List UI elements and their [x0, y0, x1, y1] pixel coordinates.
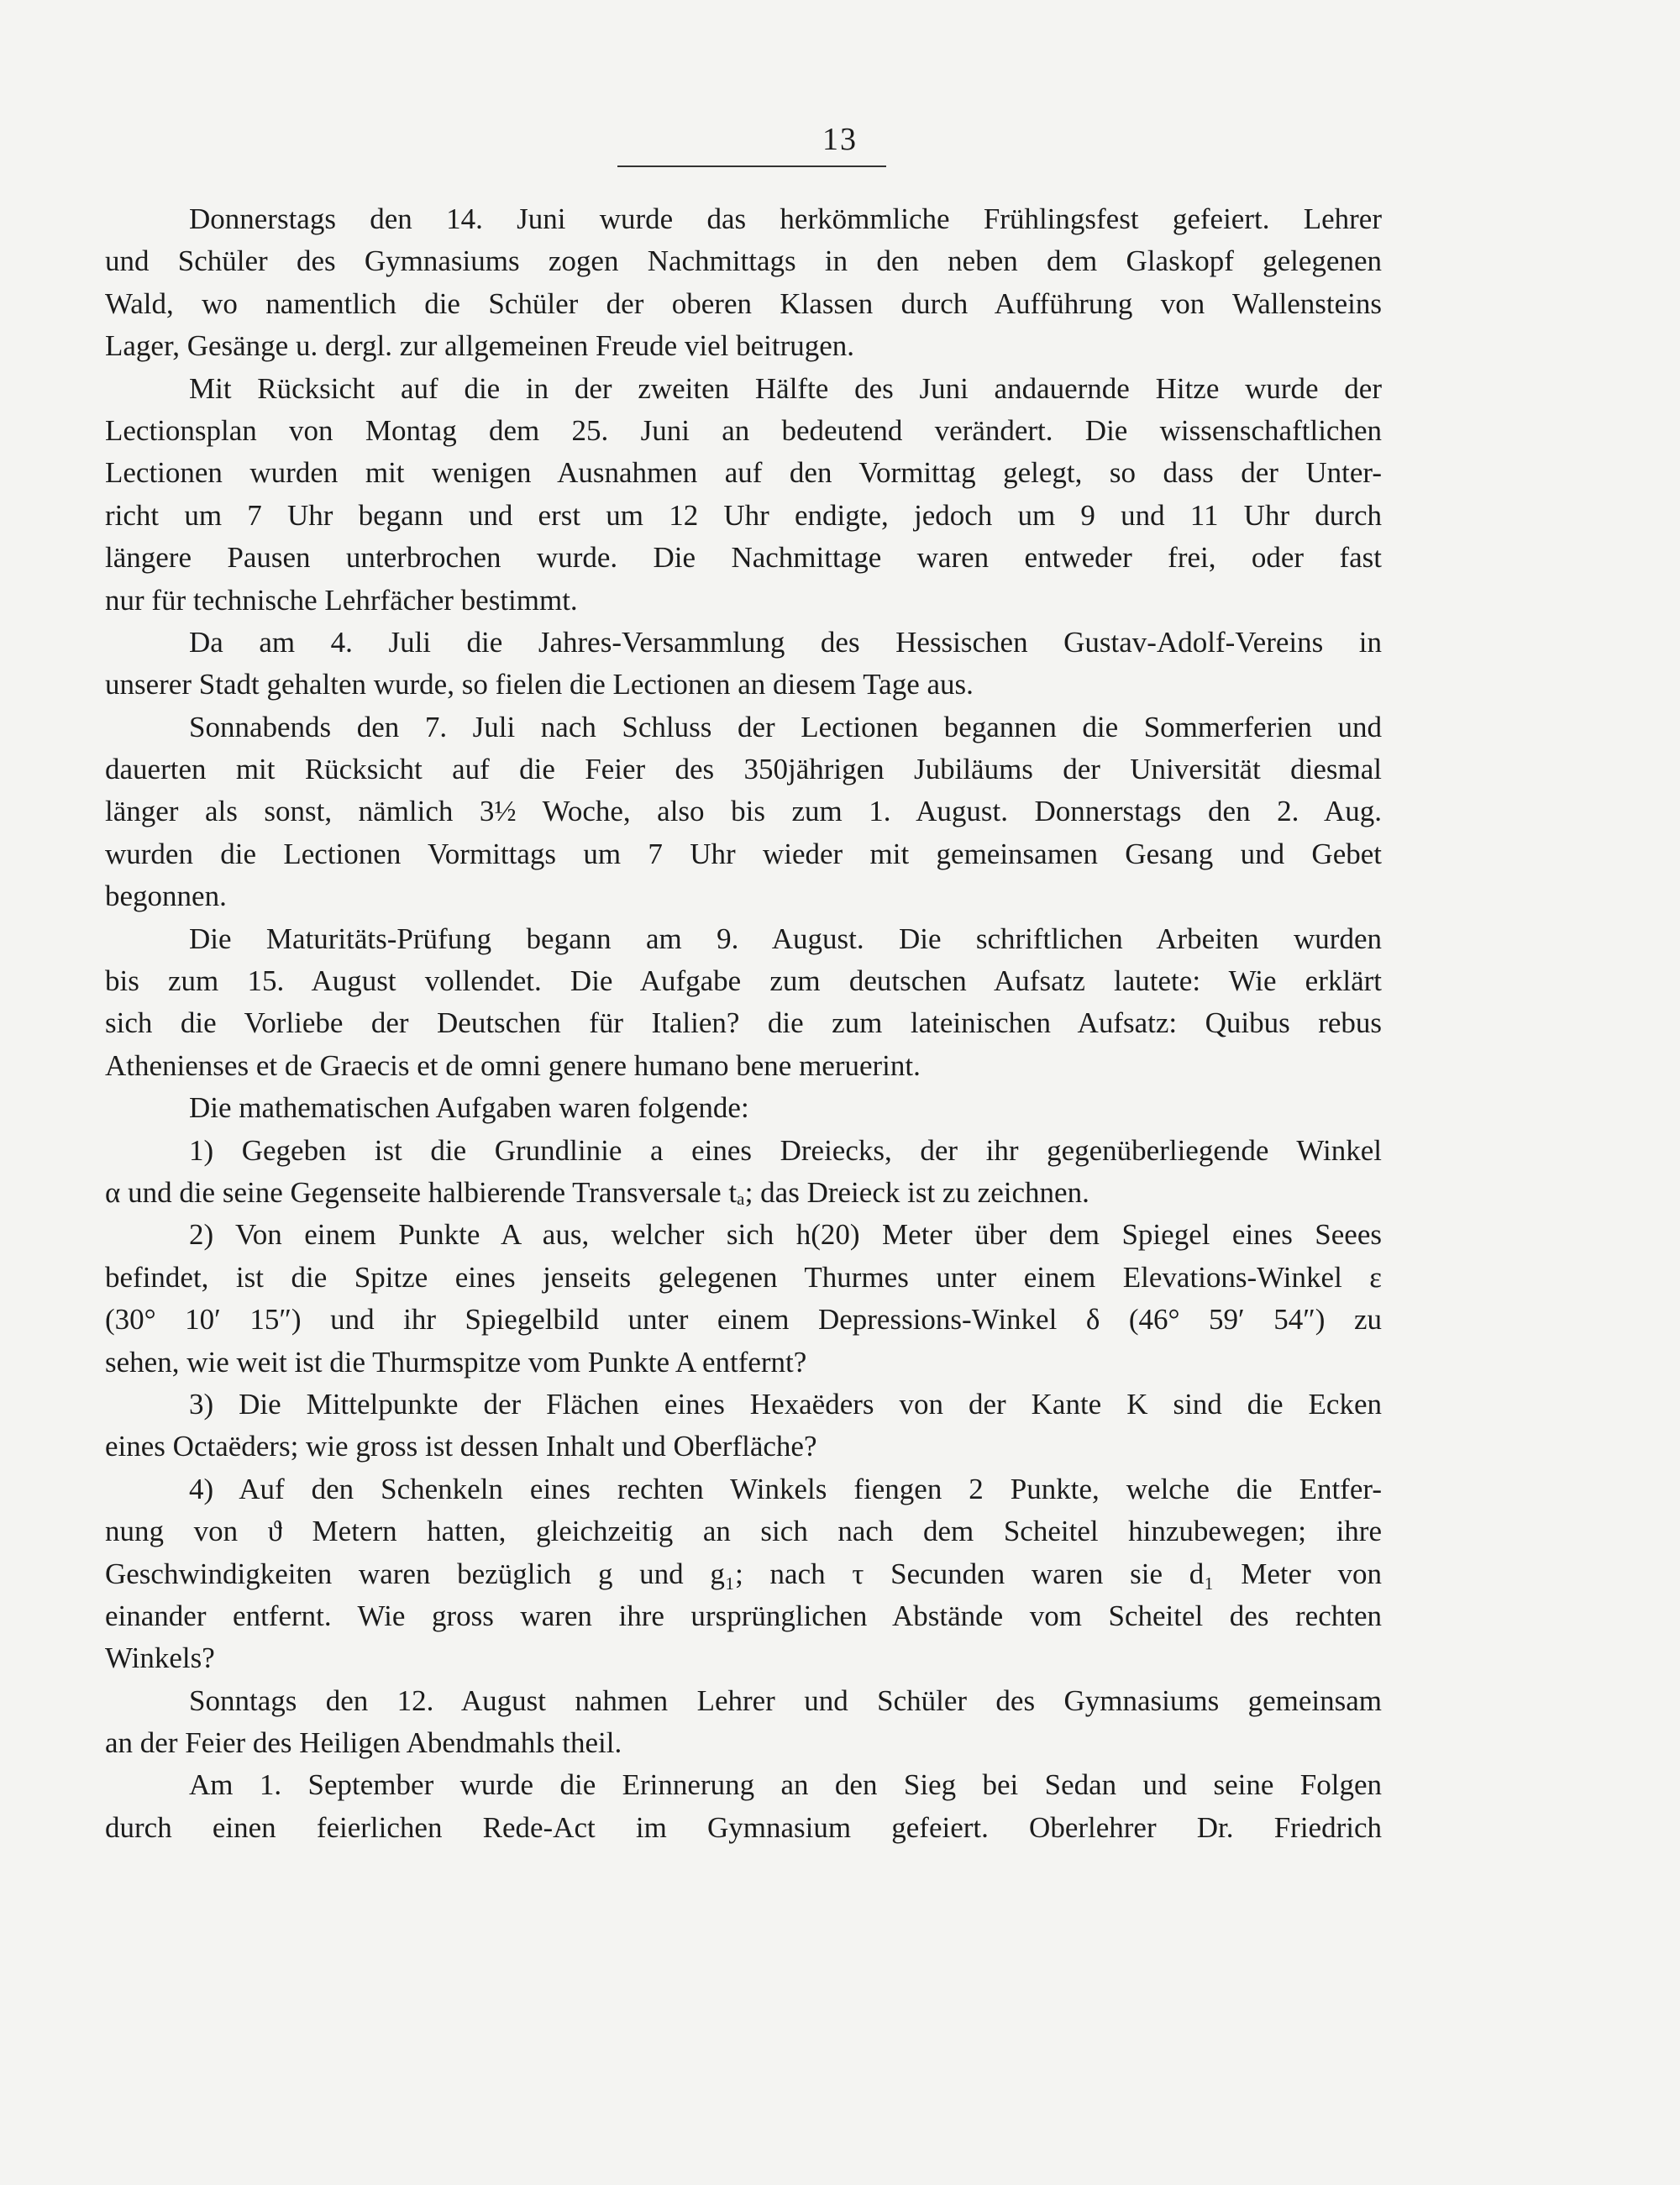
text-line: Die mathematischen Aufgaben waren folgende:: [189, 1091, 749, 1125]
text-line: befindet, ist die Spitze eines jenseits gelegenen Thurmes unter einem Elevations-Winkel ε: [105, 1260, 1382, 1294]
text-line: begonnen.: [105, 880, 227, 913]
text-line: Wald, wo namentlich die Schüler der oberen Klassen durch Aufführung von Wallensteins: [105, 286, 1382, 320]
text-line: an der Feier des Heiligen Abendmahls theil.: [105, 1726, 622, 1760]
text-line: Geschwindigkeiten waren bezüglich g und g₁; nach τ Secunden waren sie d₁ Meter von: [105, 1557, 1382, 1590]
text-line: Athenienses et de Graecis et de omni genere humano bene meruerint.: [105, 1048, 921, 1082]
text-line: sehen, wie weit ist die Thurmspitze vom Punkte A entfernt?: [105, 1345, 807, 1379]
header-rule: [617, 165, 886, 167]
text-line: und Schüler des Gymnasiums zogen Nachmittags in den neben dem Glaskopf gelegenen: [105, 244, 1382, 278]
text-line: längere Pausen unterbrochen wurde. Die Nachmittage waren entweder frei, oder fast: [105, 541, 1382, 575]
text-line: Am 1. September wurde die Erinnerung an den Sieg bei Sedan und seine Folgen: [189, 1768, 1382, 1802]
text-line: Lager, Gesänge u. dergl. zur allgemeinen Freude viel beitrugen.: [105, 329, 855, 363]
text-line: durch einen feierlichen Rede-Act im Gymnasium gefeiert. Oberlehrer Dr. Friedrich: [105, 1810, 1382, 1844]
text-line: dauerten mit Rücksicht auf die Feier des 350jährigen Jubiläums der Universität diesmal: [105, 753, 1382, 786]
text-line: (30° 10′ 15″) und ihr Spiegelbild unter einem Depressions-Winkel δ (46° 59′ 54″) zu: [105, 1303, 1382, 1337]
text-line: 4) Auf den Schenkeln eines rechten Winkels fiengen 2 Punkte, welche die Entfer-: [189, 1472, 1382, 1505]
text-line: Die Maturitäts-Prüfung begann am 9. August. Die schriftlichen Arbeiten wurden: [189, 922, 1382, 955]
text-line: 1) Gegeben ist die Grundlinie a eines Dreiecks, der ihr gegenüberliegende Winkel: [189, 1133, 1382, 1167]
text-line: richt um 7 Uhr begann und erst um 12 Uhr endigte, jedoch um 9 und 11 Uhr durch: [105, 498, 1382, 532]
text-line: 3) Die Mittelpunkte der Flächen eines Hexaëders von der Kante K sind die Ecken: [189, 1387, 1382, 1421]
text-line: nur für technische Lehrfächer bestimmt.: [105, 583, 578, 617]
text-line: einander entfernt. Wie gross waren ihre ursprünglichen Abstände vom Scheitel des rechten: [105, 1599, 1382, 1632]
text-line: länger als sonst, nämlich 3½ Woche, also bis zum 1. August. Donnerstags den 2. Aug.: [105, 795, 1382, 828]
text-line: nung von ϑ Metern hatten, gleichzeitig an sich nach dem Scheitel hinzubewegen; ihre: [105, 1515, 1382, 1548]
text-line: wurden die Lectionen Vormittags um 7 Uhr wieder mit gemeinsamen Gesang und Gebet: [105, 837, 1382, 870]
text-line: Winkels?: [105, 1641, 215, 1675]
page-number: 13: [822, 122, 858, 157]
text-line: eines Octaëders; wie gross ist dessen Inhalt und Oberfläche?: [105, 1430, 817, 1463]
text-line: Mit Rücksicht auf die in der zweiten Hälfte des Juni andauernde Hitze wurde der: [189, 371, 1382, 405]
body-text: [105, 198, 1382, 1849]
text-line: α und die seine Gegenseite halbierende Transversale tₐ; das Dreieck ist zu zeichnen.: [105, 1175, 1089, 1209]
text-line: Sonnabends den 7. Juli nach Schluss der Lectionen begannen die Sommerferien und: [189, 710, 1382, 743]
text-line: Da am 4. Juli die Jahres-Versammlung des Hessischen Gustav-Adolf-Vereins in: [189, 625, 1382, 659]
text-line: 2) Von einem Punkte A aus, welcher sich h(20) Meter über dem Spiegel eines Seees: [189, 1218, 1382, 1252]
text-line: Lectionsplan von Montag dem 25. Juni an bedeutend verändert. Die wissenschaftlichen: [105, 413, 1382, 447]
text-line: unserer Stadt gehalten wurde, so fielen die Lectionen an diesem Tage aus.: [105, 668, 974, 701]
text-line: sich die Vorliebe der Deutschen für Italien? die zum lateinischen Aufsatz: Quibus rebus: [105, 1006, 1382, 1040]
text-line: bis zum 15. August vollendet. Die Aufgabe zum deutschen Aufsatz lautete: Wie erklärt: [105, 964, 1382, 998]
text-line: Donnerstags den 14. Juni wurde das herkömmliche Frühlingsfest gefeiert. Lehrer: [189, 202, 1382, 235]
text-line: Lectionen wurden mit wenigen Ausnahmen auf den Vormittag gelegt, so dass der Unter-: [105, 456, 1382, 490]
text-line: Sonntags den 12. August nahmen Lehrer und Schüler des Gymnasiums gemeinsam: [189, 1683, 1382, 1717]
